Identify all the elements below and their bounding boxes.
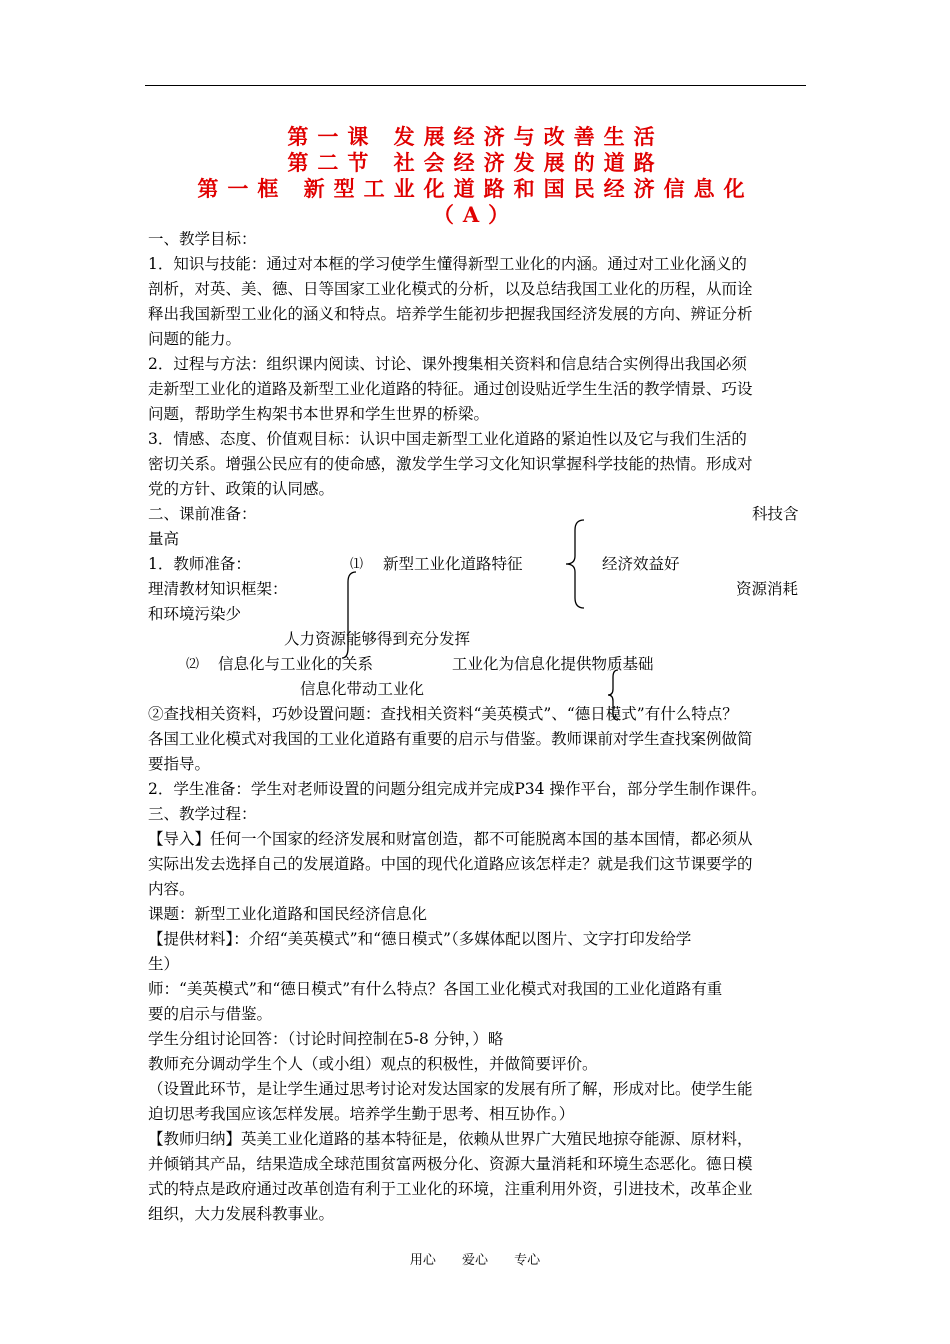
paragraph-line: 式的特点是政府通过改革创造有利于工业化的环境，注重利用外资，引进技术，改革企业 — [148, 1180, 753, 1198]
frame-title: 第一框 新型工业化道路和国民经济信息化 — [197, 176, 754, 201]
framework-bracket-icon — [340, 570, 358, 660]
paragraph-line: 2．过程与方法：组织课内阅读、讨论、课外搜集相关资料和信息结合实例得出我国必须 — [148, 355, 747, 373]
variant-title: （A） — [432, 202, 519, 227]
paragraph-line: 【导入】任何一个国家的经济发展和财富创造，都不可能脱离本国的基本国情，都必须从 — [148, 830, 753, 848]
header-rule — [145, 85, 806, 86]
paragraph-line: 要指导。 — [148, 755, 211, 773]
paragraph-line: 3．情感、态度、价值观目标：认识中国走新型工业化道路的紧迫性以及它与我们生活的 — [148, 430, 747, 448]
item2-label: 信息化与工业化的关系 — [218, 655, 374, 673]
feature-human-resource: 人力资源能够得到充分发挥 — [284, 630, 471, 648]
paragraph-line: 迫切思考我国应该怎样发展。培养学生勤于思考、相互协作。） — [148, 1105, 575, 1123]
paragraph-line: 问题，帮助学生构架书本世界和学生世界的桥梁。 — [148, 405, 490, 423]
framework-label: 理清教材知识框架： — [148, 580, 288, 598]
paragraph-line: 密切关系。增强公民应有的使命感，激发学生学习文化知识掌握科学技能的热情。形成对 — [148, 455, 753, 473]
paragraph-line: 并倾销其产品，结果造成全球范围贫富两极分化、资源大量消耗和环境生态恶化。德日模 — [148, 1155, 753, 1173]
paragraph-line: 问题的能力。 — [148, 330, 242, 348]
paragraph-line: 剖析，对英、美、德、日等国家工业化模式的分析，以及总结我国工业化的历程，从而诠 — [148, 280, 753, 298]
prep-heading: 二、课前准备： — [148, 505, 257, 523]
paragraph-line: 课题：新型工业化道路和国民经济信息化 — [148, 905, 428, 923]
paragraph-line: 【提供材料】：介绍“美英模式”和“德日模式”（多媒体配以图片、文字打印发给学 — [148, 930, 692, 948]
paragraph-line: 【教师归纳】英美工业化道路的基本特征是，依赖从世界广大殖民地掠夺能源、原材料， — [148, 1130, 753, 1148]
feature-benefit: 经济效益好 — [602, 555, 680, 573]
paragraph-line: 2．学生准备：学生对老师设置的问题分组完成并完成P34 操作平台，部分学生制作课件。 — [148, 780, 767, 798]
feature-resource-cont: 和环境污染少 — [148, 605, 242, 623]
item1-number: ⑴ — [350, 557, 364, 572]
item2-number: ⑵ — [186, 657, 200, 672]
paragraph-line: 要的启示与借鉴。 — [148, 1005, 273, 1023]
objectives-heading: 一、教学目标： — [148, 230, 257, 248]
page-footer: 用心 爱心 专心 — [409, 1253, 541, 1268]
process-heading: 三、教学过程： — [148, 805, 257, 823]
paragraph-line: 教师充分调动学生个人（或小组）观点的积极性，并做简要评价。 — [148, 1055, 598, 1073]
paragraph-line: 释出我国新型工业化的涵义和特点。培养学生能初步把握我国经济发展的方向、辨证分析 — [148, 305, 753, 323]
paragraph-line: 各国工业化模式对我国的工业化道路有重要的启示与借鉴。教师课前对学生查找案例做简 — [148, 730, 753, 748]
paragraph-line: 实际出发去选择自己的发展道路。中国的现代化道路应该怎样走？就是我们这节课要学的 — [148, 855, 753, 873]
paragraph-line: 生） — [148, 955, 180, 973]
relation-basis: 工业化为信息化提供物质基础 — [452, 655, 654, 673]
paragraph-line: 走新型工业化的道路及新型工业化道路的特征。通过创设贴近学生生活的教学情景、巧设 — [148, 380, 753, 398]
paragraph-line: ②查找相关资料，巧妙设置问题：查找相关资料“美英模式”、“德日模式”有什么特点？ — [148, 705, 738, 723]
features-brace-icon — [564, 518, 586, 610]
paragraph-line: （设置此环节，是让学生通过思考讨论对发达国家的发展有所了解，形成对比。使学生能 — [148, 1080, 753, 1098]
paragraph-line: 内容。 — [148, 880, 195, 898]
feature-resource: 资源消耗 — [736, 580, 799, 598]
feature-tech: 科技含 — [752, 505, 799, 523]
item1-label: 新型工业化道路特征 — [383, 555, 523, 573]
paragraph-line: 师：“美英模式”和“德日模式”有什么特点？各国工业化模式对我国的工业化道路有重 — [148, 980, 723, 998]
paragraph-line: 1．知识与技能：通过对本框的学习使学生懂得新型工业化的内涵。通过对工业化涵义的 — [148, 255, 747, 273]
paragraph-line: 学生分组讨论回答：（讨论时间控制在5-8 分钟，）略 — [148, 1030, 504, 1048]
paragraph-line: 组织，大力发展科教事业。 — [148, 1205, 335, 1223]
relation-drive: 信息化带动工业化 — [300, 680, 425, 698]
section-title: 第二节 社会经济发展的道路 — [287, 150, 664, 175]
feature-tech-cont: 量高 — [148, 530, 180, 548]
lesson-title: 第一课 发展经济与改善生活 — [287, 124, 664, 149]
teacher-prep-label: 1．教师准备： — [148, 555, 251, 573]
paragraph-line: 党的方针、政策的认同感。 — [148, 480, 335, 498]
